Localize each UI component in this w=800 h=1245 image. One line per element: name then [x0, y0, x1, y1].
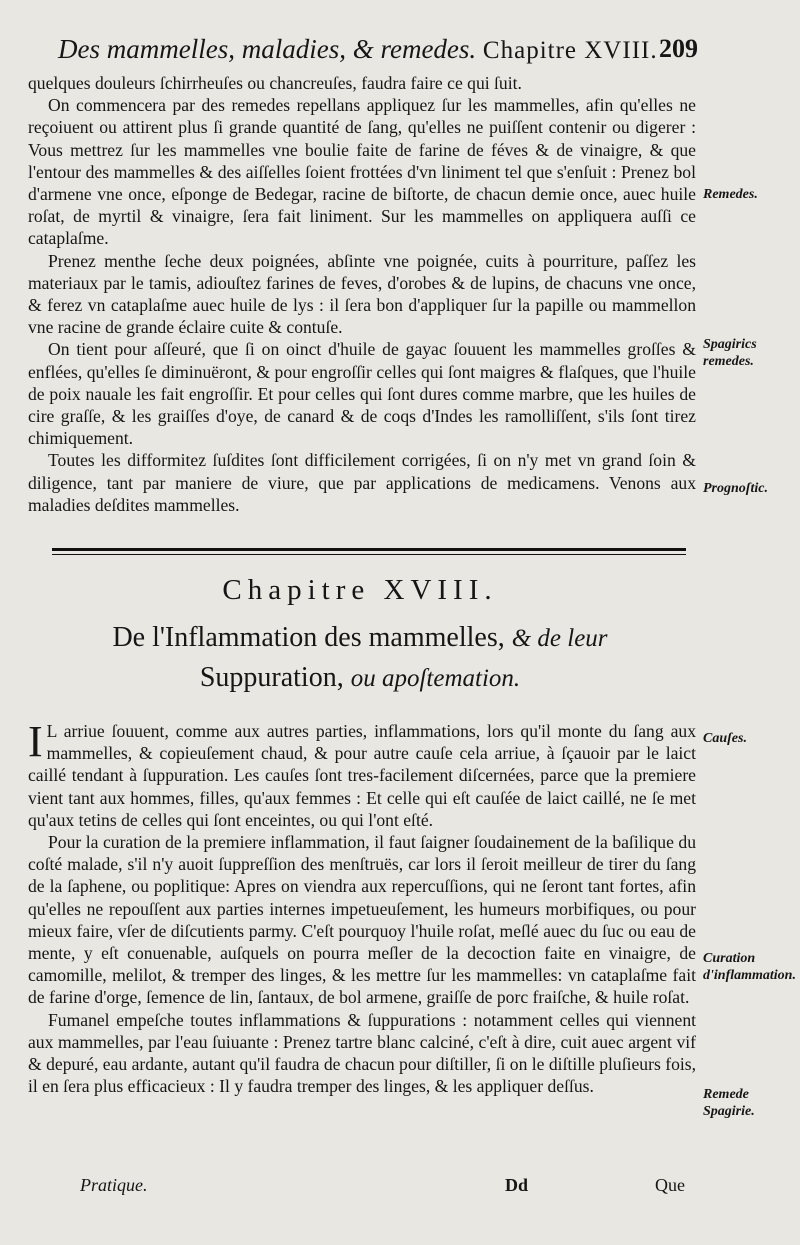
- subtitle-roman: De l'Inflammation des mammelles,: [112, 622, 505, 653]
- chapter-subtitle-line-2: [40, 660, 680, 697]
- running-header: [58, 34, 698, 68]
- running-title: Des mammelles, maladies, & remedes.: [58, 34, 477, 64]
- section-one: [28, 72, 696, 516]
- chapter-heading: Chapitre XVIII.: [222, 574, 498, 606]
- paragraph-fumanel: Fumanel empeſche toutes inflammations & ſuppurations : notamment celles qui viennent aux mammelles, par l'eau ſuiuante : Prenez tartre blanc calciné, c'eſt à dire, cuit auec argent vif & depuré, eau ardante, autant qu'il faudra de chacun pour diſtiller, ſi on le diſtille pluſieurs fois, il en ſera plus efficacieux : Il y faudra tremper des linges, & les appliquer deſſus.: [28, 1009, 696, 1097]
- paragraph-curation: Pour la curation de la premiere inflammation, il faut ſaigner ſoudainement de la baſilique du coſté malade, s'il n'y auoit ſuppreſſion des menſtruës, car lors il ſeroit meilleur de tirer du ſang de la ſaphene, ou poplitique: Apres on viendra aux repercuſſions, qui ne ſeront tant fortes, afin qu'elles ne repouſſent aux parties internes impetueuſement, les humeurs morbifiques, ou pour mieux faire, vſer de diſcutients parmy. C'eſt pourquoy l'huile roſat, meſlé auec du ſuc ou eau de mente, y eſt conuenable, auſquels on pourra meſler de la decoction faite en vinaigre, de camomille, melilot, & tremper des linges, & les mettre ſur les mammelles: vn cataplaſme fait de farine d'orge, ſemence de lin, ſantaux, de bol armene, graiſſe de porc fraiſche, & huile roſat.: [28, 832, 696, 1008]
- margin-note-remede-spagirie: Remede Spagirie.: [703, 1087, 755, 1119]
- footer-signature: Dd: [505, 1175, 529, 1195]
- paragraph-continuation: quelques douleurs ſchirrheuſes ou chancreuſes, faudra faire ce qui ſuit.: [28, 73, 522, 93]
- section-two: [28, 717, 696, 1097]
- chapter-subtitle-line-1: [40, 620, 680, 657]
- subtitle-italic-b: ou apoſtemation.: [350, 665, 521, 692]
- footer-catchword-left: Pratique.: [80, 1175, 148, 1195]
- paragraph-remedes: On commencera par des remedes repellans appliquez ſur les mammelles, afin qu'elles ne reçoiuent ou attirent plus ſi grande quantité de ſang, qu'elles ne puiſſent contenir ou digerer : Vous mettrez ſur les mammelles vne boulie faite de farine de féves & de vinaigre, & que l'entour des mammelles & des aiſſelles ſoient frottées d'vn liniment tel que s'enſuit : Prenez bol d'armene vne once, eſponge de Bedegar, racine de biſtorte, de chacun demie once, auec huile roſat, de myrtil & vinaigre, ſera fait liniment. Sur les mammelles on appliquera auſſi ce cataplaſme.: [28, 95, 696, 249]
- paragraph-spagirics: On tient pour aſſeuré, que ſi on oinct d'huile de gayac ſouuent les mammelles groſſes & enflées, qu'elles ſe diminuëront, & pour engroſſir celles qui ſont maigres & flaſques, que l'huile de poix nauale les fait engroſſir. Et pour celles qui ſont dures comme marbre, que les huiles de cire graſſe, & les graiſſes d'oye, de canard & de coqs d'Indes les ramolliſſent, s'ils ſont tirez chimiquement.: [28, 339, 696, 449]
- paragraph-prognostic: Toutes les difformitez ſuſdites ſont difficilement corrigées, ſi on n'y met vn grand ſoin & diligence, tant par maniere de viure, que par applications de medicamens. Venons aux maladies deſdites mammelles.: [28, 450, 696, 515]
- paragraph-causes: [28, 717, 696, 831]
- footer-catchword-right: Que: [655, 1175, 685, 1195]
- divider-rule-thin: [52, 554, 686, 555]
- page-number: 209: [659, 34, 698, 63]
- paragraph-causes-text: L arriue ſouuent, comme aux autres parties, inflammations, lors qu'il monte du ſang aux mammelles, & copieuſement chaud, & pour autre cauſe cela arriue, à ſçauoir par le laict caillé tendant à ſuppuration. Les cauſes ſont tres-facilement diſcernées, parce que la premiere vient tant aux hommes, filles, qu'aux femmes : Et celle qui eſt cauſée de laict caillé, ne ſe met qu'aux tetins de celles qui ſont enceintes, ou qui l'ont eſté.: [28, 721, 696, 830]
- paragraph-cataplasme: Prenez menthe ſeche deux poignées, abſinte vne poignée, cuits à pourriture, paſſez les materiaux par le tamis, adiouſtez farines de feves, d'orobes & de lupins, de chacuns vne once, & ferez vn cataplaſme auec huile de lys : il ſera bon d'appliquer ſur la papille ou mammellon vne racine de grande éclaire cuite & contuſe.: [28, 250, 696, 338]
- subtitle-italic-a: & de leur: [511, 625, 608, 652]
- drop-cap: I: [28, 717, 43, 766]
- margin-note-remedes: Remedes.: [703, 187, 758, 202]
- margin-note-causes: Cauſes.: [703, 731, 747, 746]
- margin-note-curation: Curation d'inflammation.: [703, 951, 796, 983]
- subtitle-suppuration: Suppuration,: [199, 662, 344, 693]
- margin-note-spagirics: Spagirics remedes.: [703, 337, 757, 369]
- divider-rule-thick: [52, 548, 686, 551]
- running-chapter: Chapitre XVIII.: [482, 37, 658, 64]
- margin-note-prognostic: Prognoſtic.: [703, 481, 768, 496]
